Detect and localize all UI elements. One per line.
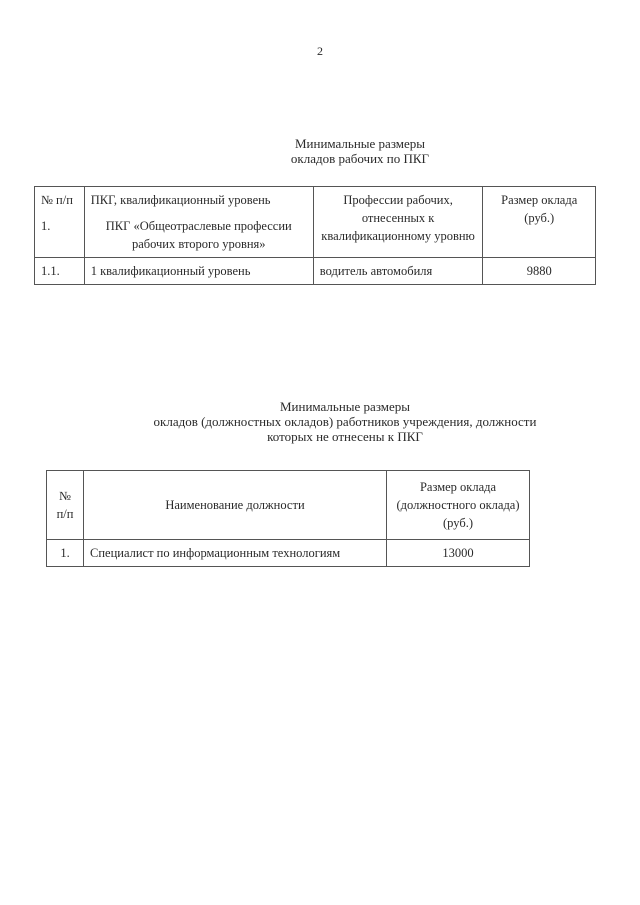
- row-num: 1.: [35, 213, 85, 258]
- section2-title-line: Минимальные размеры: [279, 399, 411, 414]
- header-salary: Размер оклада (руб.): [483, 187, 596, 258]
- row-num: 1.1.: [35, 258, 85, 285]
- table-header-row: [35, 187, 596, 214]
- row-position: Специалист по информационным технологиям: [84, 540, 387, 567]
- section1-title-line: окладов рабочих по ПКГ: [290, 151, 430, 166]
- row-profession: водитель автомобиля: [313, 258, 483, 285]
- section1-title: [230, 136, 490, 166]
- table-row: [47, 540, 530, 567]
- page-number: 2: [317, 44, 323, 58]
- table-header-row: [47, 471, 530, 540]
- header-professions: Профессии рабочих, отнесенных к квалификационному уровню: [313, 187, 483, 258]
- table-row: [35, 258, 596, 285]
- row-group: 1 квалификационный уровень: [84, 258, 313, 285]
- header-position: Наименование должности: [84, 471, 387, 540]
- row-num: 1.: [47, 540, 84, 567]
- header-num: № п/п: [47, 471, 84, 540]
- section2-title: [100, 399, 590, 444]
- row-group: ПКГ «Общеотраслевые профессии рабочих второго уровня»: [84, 213, 313, 258]
- section2-title-line: которых не отнесены к ПКГ: [267, 429, 423, 444]
- non-pkg-salary-table: [46, 470, 530, 567]
- header-num: № п/п: [35, 187, 85, 214]
- section1-title-line: Минимальные размеры: [294, 136, 426, 151]
- pkg-salary-table: [34, 186, 596, 285]
- row-salary: 9880: [483, 258, 596, 285]
- section2-title-line: окладов (должностных окладов) работников учреждения, должности: [153, 414, 537, 429]
- header-group: ПКГ, квалификационный уровень: [84, 187, 313, 214]
- row-salary: 13000: [387, 540, 530, 567]
- header-salary: Размер оклада (должностного оклада) (руб.): [387, 471, 530, 540]
